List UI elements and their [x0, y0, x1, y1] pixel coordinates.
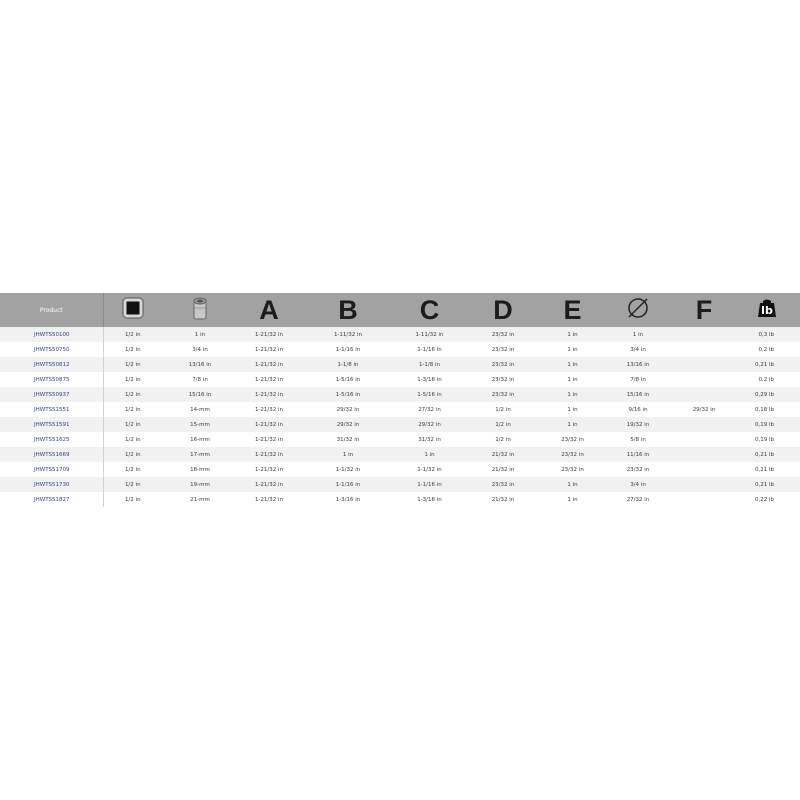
size-cell: 15-mm	[190, 421, 210, 428]
dimension-f-cell	[674, 477, 734, 492]
dimension-e-cell: 1 in	[567, 361, 578, 368]
dimension-a-cell: 1-21/32 in	[254, 376, 284, 383]
dimension-e-cell: 1 in	[567, 346, 578, 353]
dimension-c-cell: 1-1/32 in	[417, 466, 442, 473]
weight-cell: 0,21 lb	[754, 466, 774, 473]
drive-cell: 1/2 in	[124, 496, 141, 503]
dimension-e-cell: 1 in	[567, 496, 578, 503]
dimension-b-cell: 29/32 in	[336, 406, 360, 413]
table-row	[0, 417, 800, 432]
dimension-c-cell: 31/32 in	[418, 436, 441, 443]
weight-cell: 0,19 lb	[754, 421, 774, 428]
product-cell[interactable]: JHWTS51669	[0, 447, 103, 462]
product-cell[interactable]: JHWTS50750	[0, 342, 103, 357]
table-row	[0, 432, 800, 447]
dimension-e-cell: 1 in	[567, 331, 578, 338]
dimension-a-cell: 1-21/32 in	[254, 346, 284, 353]
weight-cell: 0,2 lb	[758, 376, 774, 383]
weight-cell: 0,29 lb	[754, 391, 774, 398]
dimension-f-cell	[674, 372, 734, 387]
drive-cell: 1/2 in	[124, 331, 141, 338]
dimension-f-cell	[674, 462, 734, 477]
dimension-c-cell: 1 in	[424, 451, 435, 458]
dimension-a-cell: 1-21/32 in	[254, 436, 284, 443]
dimension-d-cell: 21/32 in	[491, 496, 515, 503]
dimension-c-cell: 1-3/16 in	[417, 376, 442, 383]
dimension-d-cell: 21/32 in	[491, 466, 515, 473]
dimension-f-cell	[674, 387, 734, 402]
dimension-f-cell	[674, 447, 734, 462]
drive-cell: 1/2 in	[124, 376, 141, 383]
table-row	[0, 357, 800, 372]
table-row	[0, 447, 800, 462]
product-cell[interactable]: JHWTS51625	[0, 432, 103, 447]
table-row	[0, 342, 800, 357]
diameter-cell: 15/16 in	[626, 391, 650, 398]
weight-cell: 0,18 lb	[754, 406, 774, 413]
dimension-b-cell: 1-1/16 in	[335, 346, 361, 353]
drive-cell: 1/2 in	[124, 481, 141, 488]
drive-column-header	[103, 293, 162, 327]
size-cell: 18-mm	[190, 466, 210, 473]
header-row	[0, 293, 800, 327]
dimension-a-cell: 1-21/32 in	[254, 496, 284, 503]
dimension-a-cell: 1-21/32 in	[254, 421, 284, 428]
dimension-a-cell: 1-21/32 in	[254, 361, 284, 368]
dimension-a-cell: 1-21/32 in	[254, 331, 284, 338]
col-d-letter: D	[493, 295, 513, 325]
dimension-d-cell: 23/32 in	[491, 391, 515, 398]
specification-table	[0, 293, 800, 507]
diameter-cell: 9/16 in	[628, 406, 648, 413]
table-row	[0, 477, 800, 492]
product-cell[interactable]: JHWTS50812	[0, 357, 103, 372]
size-cell: 21-mm	[190, 496, 210, 503]
dimension-b-cell: 1-5/16 in	[335, 391, 361, 398]
dimension-b-cell: 1-1/8 in	[337, 361, 359, 368]
dimension-f-cell	[674, 357, 734, 372]
size-cell: 13/16 in	[188, 361, 212, 368]
dimension-c-cell: 1-11/32 in	[415, 331, 444, 338]
col-f-header	[674, 293, 734, 327]
dimension-e-cell: 1 in	[567, 391, 578, 398]
weight-cell: 0,2 lb	[758, 346, 774, 353]
dimension-b-cell: 1 in	[342, 451, 354, 458]
diameter-icon	[626, 296, 650, 324]
square-drive-icon	[122, 297, 144, 323]
dimension-c-cell: 1-1/8 in	[418, 361, 441, 368]
size-cell: 16-mm	[190, 436, 210, 443]
dimension-b-cell: 1-11/32 in	[333, 331, 363, 338]
size-cell: 3/4 in	[192, 346, 208, 353]
table-row	[0, 387, 800, 402]
dimension-c-cell: 29/32 in	[418, 421, 441, 428]
dimension-e-cell: 1 in	[567, 376, 578, 383]
dimension-a-cell: 1-21/32 in	[254, 406, 284, 413]
diameter-cell: 11/16 in	[626, 451, 650, 458]
product-cell[interactable]: JHWTS50100	[0, 327, 103, 342]
dimension-d-cell: 1/2 in	[495, 406, 511, 413]
dimension-d-cell: 21/32 in	[491, 451, 515, 458]
dimension-f-cell: 29/32 in	[692, 406, 716, 413]
weight-unit-label: lb	[761, 304, 773, 317]
weight-column-header	[734, 293, 800, 327]
dimension-d-cell: 23/32 in	[491, 481, 515, 488]
diameter-column-header	[602, 293, 674, 327]
dimension-f-cell	[674, 327, 734, 342]
col-d-header	[463, 293, 543, 327]
weight-cell: 0,19 lb	[754, 436, 774, 443]
product-cell[interactable]: JHWTS51591	[0, 417, 103, 432]
dimension-e-cell: 1 in	[567, 481, 578, 488]
dimension-d-cell: 23/32 in	[491, 346, 515, 353]
product-column-header: Product	[0, 293, 103, 327]
dimension-a-cell: 1-21/32 in	[254, 391, 284, 398]
dimension-f-cell	[674, 342, 734, 357]
col-f-letter: F	[695, 295, 713, 325]
dimension-d-cell: 23/32 in	[491, 331, 515, 338]
drive-cell: 1/2 in	[124, 406, 141, 413]
col-c-letter: C	[419, 295, 440, 325]
diameter-cell: 23/32 in	[626, 466, 650, 473]
diameter-cell: 7/8 in	[630, 376, 646, 383]
diameter-cell: 13/16 in	[626, 361, 650, 368]
weight-cell: 0,3 lb	[758, 331, 774, 338]
dimension-b-cell: 1-1/16 in	[335, 481, 361, 488]
dimension-e-cell: 23/32 in	[561, 466, 584, 473]
product-cell[interactable]: JHWTS51551	[0, 402, 103, 417]
size-cell: 14-mm	[190, 406, 210, 413]
dimension-d-cell: 23/32 in	[491, 376, 515, 383]
dimension-c-cell: 1-1/16 in	[417, 346, 442, 353]
col-a-letter: A	[259, 295, 279, 325]
product-cell[interactable]: JHWTS51827	[0, 492, 103, 507]
dimension-f-cell	[674, 417, 734, 432]
size-cell: 19-mm	[190, 481, 210, 488]
diameter-cell: 19/32 in	[626, 421, 650, 428]
table-row	[0, 402, 800, 417]
dimension-a-cell: 1-21/32 in	[254, 481, 284, 488]
col-a-header	[238, 293, 300, 327]
size-cell: 15/16 in	[188, 391, 212, 398]
diameter-cell: 27/32 in	[626, 496, 650, 503]
col-b-header	[300, 293, 396, 327]
dimension-a-cell: 1-21/32 in	[254, 466, 284, 473]
weight-cell: 0,21 lb	[754, 451, 774, 458]
size-cell: 1 in	[194, 331, 206, 338]
dimension-a-cell: 1-21/32 in	[254, 451, 284, 458]
diameter-cell: 3/4 in	[630, 481, 646, 488]
dimension-c-cell: 27/32 in	[418, 406, 441, 413]
dimension-d-cell: 1/2 in	[495, 421, 511, 428]
table-row	[0, 462, 800, 477]
dimension-c-cell: 1-5/16 in	[417, 391, 442, 398]
drive-cell: 1/2 in	[124, 466, 141, 473]
col-c-header	[396, 293, 463, 327]
socket-icon	[192, 296, 208, 324]
drive-cell: 1/2 in	[124, 391, 141, 398]
weight-icon	[757, 298, 777, 322]
dimension-f-cell	[674, 492, 734, 507]
dimension-e-cell: 1 in	[567, 421, 578, 428]
diameter-cell: 3/4 in	[630, 346, 646, 353]
dimension-d-cell: 1/2 in	[495, 436, 511, 443]
dimension-d-cell: 23/32 in	[491, 361, 515, 368]
dimension-e-cell: 23/32 in	[561, 451, 584, 458]
diameter-cell: 5/8 in	[630, 436, 646, 443]
weight-cell: 0,22 lb	[754, 496, 774, 503]
dimension-f-cell	[674, 432, 734, 447]
dimension-b-cell: 1-1/32 in	[335, 466, 361, 473]
product-cell[interactable]: JHWTS51709	[0, 462, 103, 477]
size-cell: 7/8 in	[192, 376, 208, 383]
col-e-letter: E	[563, 295, 582, 325]
dimension-e-cell: 23/32 in	[561, 436, 584, 443]
table-row	[0, 492, 800, 507]
product-cell[interactable]: JHWTS51730	[0, 477, 103, 492]
drive-cell: 1/2 in	[124, 346, 141, 353]
weight-cell: 0,21 lb	[754, 481, 774, 488]
weight-cell: 0,21 lb	[754, 361, 774, 368]
dimension-b-cell: 29/32 in	[336, 421, 360, 428]
drive-cell: 1/2 in	[124, 436, 141, 443]
dimension-b-cell: 1-5/16 in	[335, 376, 361, 383]
diameter-cell: 1 in	[632, 331, 644, 338]
product-cell[interactable]: JHWTS50875	[0, 372, 103, 387]
size-cell: 17-mm	[190, 451, 210, 458]
product-cell[interactable]: JHWTS50937	[0, 387, 103, 402]
dimension-c-cell: 1-3/16 in	[417, 496, 442, 503]
dimension-b-cell: 1-3/16 in	[335, 496, 361, 503]
dimension-c-cell: 1-1/16 in	[417, 481, 442, 488]
drive-cell: 1/2 in	[124, 421, 141, 428]
size-column-header	[162, 293, 238, 327]
drive-cell: 1/2 in	[124, 451, 141, 458]
drive-cell: 1/2 in	[124, 361, 141, 368]
table-row	[0, 327, 800, 342]
dimension-b-cell: 31/32 in	[336, 436, 360, 443]
table-row	[0, 372, 800, 387]
dimension-e-cell: 1 in	[567, 406, 578, 413]
col-e-header	[543, 293, 602, 327]
col-b-letter: B	[338, 295, 358, 325]
